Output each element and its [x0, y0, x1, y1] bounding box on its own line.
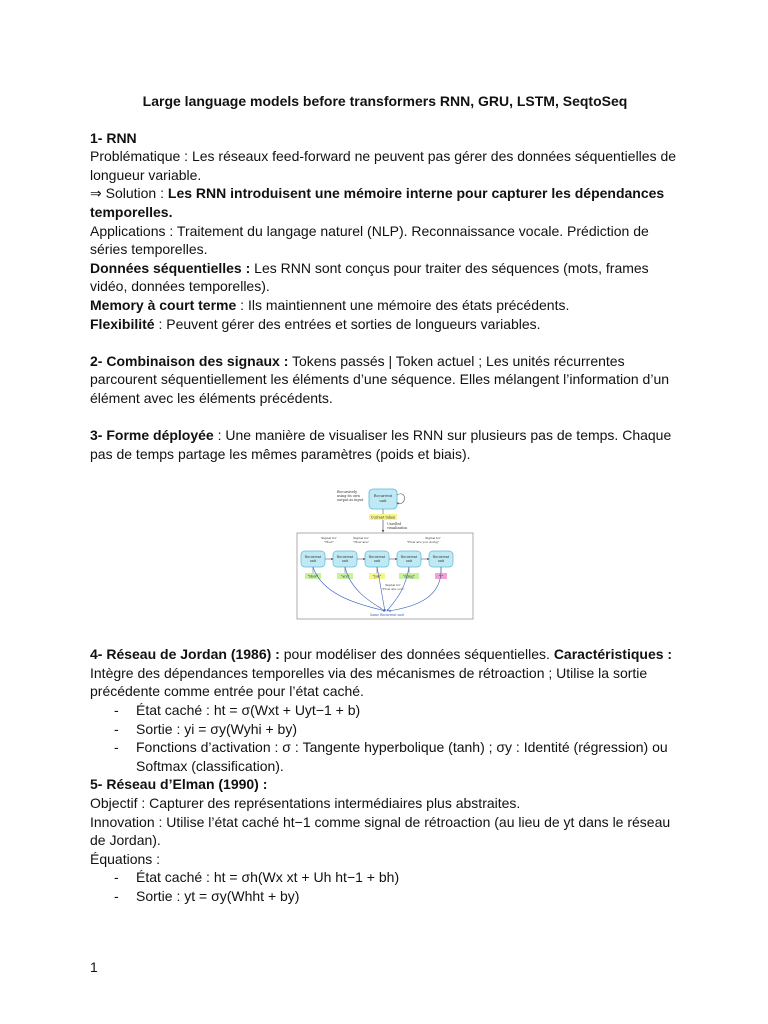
signal-1-a: Signal for	[321, 536, 337, 541]
section-2-paragraph: 2- Combinaison des signaux : Tokens passés | Token actuel ; Les unités récurrentes parcourent séquentiellement les éléments d’une séquence. Elles mélangent l’information d’un élément avec les éléments précédents.	[90, 352, 670, 406]
svg-text:Recurrent: Recurrent	[336, 555, 354, 560]
recursive-note-2: using its own	[337, 494, 360, 499]
recursive-note-1: Recursively	[337, 490, 358, 495]
section-1-sequential: Données séquentielles : Les RNN sont conçus pour traiter des séquences (mots, frames vidéo, données temporelles).	[90, 259, 649, 295]
svg-text:Recurrent: Recurrent	[432, 555, 450, 560]
section-5-innovation: Innovation : Utilise l’état caché ht−1 comme signal de rétroaction (au lieu de yt dans le réseau de Jordan).	[90, 813, 671, 849]
section-5-heading: 5- Réseau d’Elman (1990) :	[90, 776, 268, 793]
token-4: "doing"	[402, 574, 416, 579]
section-1-solution: ⇒ Solution : Les RNN introduisent une mémoire interne pour capturer les dépendances temporelles.	[90, 185, 665, 220]
page-number: 1	[90, 959, 98, 975]
unit-1	[301, 551, 325, 567]
token-5: "?"	[438, 574, 444, 579]
unit-5	[429, 551, 453, 567]
same-unit-label: Same Recurrent unit	[370, 613, 404, 618]
section-3-paragraph: 3- Forme déployée : Une manière de visualiser les RNN sur plusieurs pas de temps. Chaque pas de temps partage les mêmes paramètres (poids et biais).	[90, 427, 672, 462]
section-1-problem: Problématique : Les réseaux feed-forward ne peuvent pas gérer des données séquentielles de longueur variable.	[90, 148, 677, 183]
top-unit-label-1: Recurrent	[373, 494, 393, 499]
unit-4	[397, 551, 421, 567]
section-4-bullet-3: - Fonctions d’activation : σ : Tangente hyperbolique (tanh) ; σy : Identité (régression) ou Softmax (classification).	[114, 739, 668, 774]
section-4-heading: 4- Réseau de Jordan (1986) : pour modéliser des données séquentielles. Caractéristiques :	[90, 646, 673, 663]
token-1: "How"	[307, 574, 319, 579]
section-1-heading: 1- RNN	[90, 129, 137, 146]
section-1-memory: Memory à court terme : Ils maintiennent une mémoire des états précédents.	[90, 296, 570, 313]
svg-text:unit: unit	[341, 559, 349, 564]
rnn-unrolled-figure	[90, 487, 680, 621]
section-5-list	[90, 868, 680, 905]
section-4-list	[90, 701, 680, 775]
svg-text:Recurrent: Recurrent	[368, 555, 386, 560]
document-page	[90, 92, 680, 906]
unrolled-label-2: visualization	[387, 526, 408, 531]
section-4-bullet-2: - Sortie : yi = σy(Wyhi + by)	[114, 720, 297, 737]
signal-2-a: Signal for	[353, 536, 369, 541]
unit-2	[333, 551, 357, 567]
top-unit-label-2: unit	[379, 499, 387, 504]
signal-2-b: "How are"	[352, 540, 370, 545]
recursive-note-3: output as input	[337, 498, 364, 503]
svg-text:unit: unit	[309, 559, 317, 564]
section-4-bullet-1: - État caché : ht = σ(Wxt + Uyt−1 + b)	[114, 702, 361, 719]
signal-3-b: "How are you doing"	[406, 540, 440, 545]
token-2: "are"	[340, 574, 350, 579]
signal-4-a: Signal for	[385, 583, 401, 588]
section-5-equations: Équations :	[90, 850, 161, 867]
signal-4-b: "How are you"	[381, 587, 405, 592]
section-5-bullet-1: - État caché : ht = σh(Wx xt + Uh ht−1 + bh)	[114, 869, 400, 886]
svg-text:unit: unit	[405, 559, 413, 564]
svg-text:unit: unit	[437, 559, 445, 564]
document-title: Large language models before transformers RNN, GRU, LSTM, SeqtoSeq	[142, 93, 628, 109]
current-token-label: Current token	[370, 515, 396, 520]
section-5-objective: Objectif : Capturer des représentations intermédiaires plus abstraites.	[90, 795, 521, 812]
signal-3-a: Signal for	[425, 536, 441, 541]
svg-text:unit: unit	[373, 559, 381, 564]
section-1-flexibility: Flexibilité : Peuvent gérer des entrées et sorties de longueurs variables.	[90, 315, 541, 332]
signal-1-b: "How"	[323, 540, 335, 545]
section-1-applications: Applications : Traitement du langage naturel (NLP). Reconnaissance vocale. Prédiction de séries temporelles.	[90, 222, 649, 258]
unrolled-label-1: Unrolled	[387, 522, 402, 527]
unit-3	[365, 551, 389, 567]
svg-text:Recurrent: Recurrent	[400, 555, 418, 560]
section-4-text: Intègre des dépendances temporelles via des mécanismes de rétroaction ; Utilise la sortie précédente comme entrée pour l’état caché.	[90, 664, 648, 700]
section-5-bullet-2: - Sortie : yt = σy(Whht + by)	[114, 888, 300, 904]
token-3: "you"	[372, 574, 382, 579]
rnn-diagram	[293, 487, 477, 621]
svg-text:Recurrent: Recurrent	[304, 555, 322, 560]
